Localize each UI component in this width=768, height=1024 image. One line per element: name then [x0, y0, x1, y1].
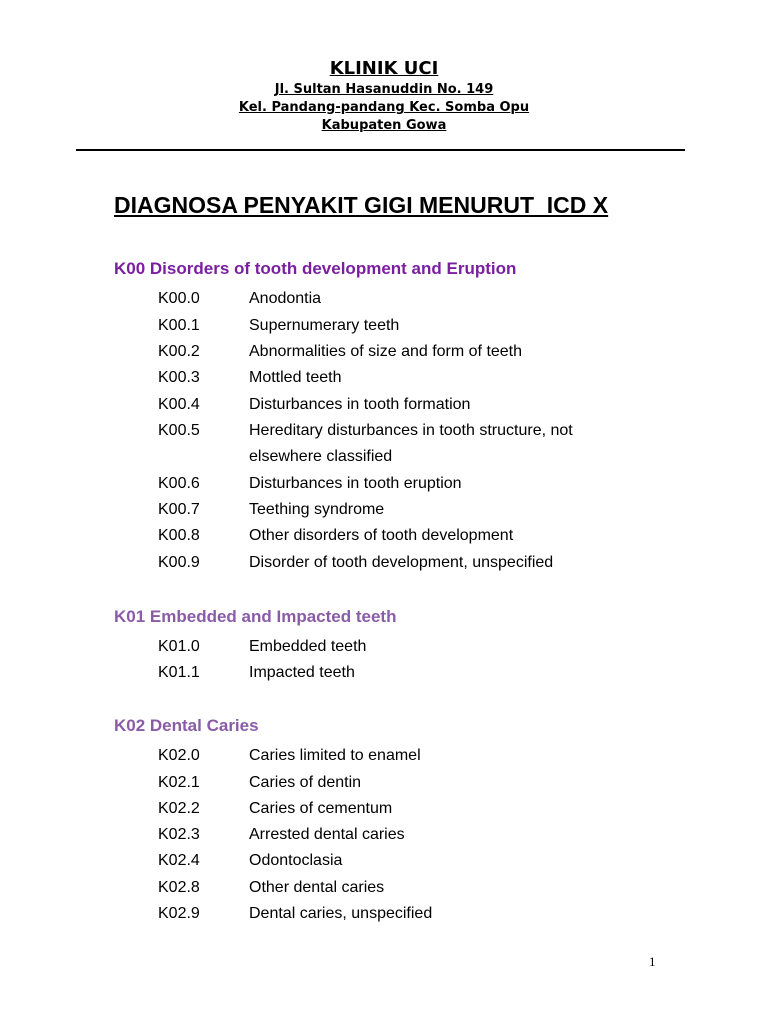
icd-code: K00.9 — [158, 554, 200, 571]
icd-code: K02.3 — [158, 826, 200, 843]
section-heading: K02 Dental Caries — [114, 716, 259, 735]
icd-description: Disorder of tooth development, unspecified — [249, 554, 554, 571]
icd-description: Teething syndrome — [249, 501, 385, 518]
address-line-1: Jl. Sultan Hasanuddin No. 149 — [274, 82, 494, 97]
icd-description: Hereditary disturbances in tooth structure, not elsewhere classified — [249, 422, 573, 465]
icd-code: K02.0 — [158, 747, 200, 764]
icd-description: Arrested dental caries — [249, 826, 405, 843]
clinic-name: KLINIK UCI — [329, 58, 439, 79]
crescent-moon-shape — [136, 82, 202, 142]
address-line-2: Kel. Pandang-pandang Kec. Somba Opu — [238, 100, 530, 115]
icd-description: Caries limited to enamel — [249, 747, 421, 764]
icd-description: Supernumerary teeth — [249, 317, 400, 334]
icd-description: Caries of cementum — [249, 800, 393, 817]
icd-code: K00.3 — [158, 369, 200, 386]
icd-code: K01.1 — [158, 664, 200, 681]
icd-description: Disturbances in tooth formation — [249, 396, 471, 413]
icd-description: Abnormalities of size and form of teeth — [249, 343, 523, 360]
icd-code: K02.4 — [158, 852, 200, 869]
icd-description: Mottled teeth — [249, 369, 342, 386]
page-number: 1 — [649, 954, 656, 969]
letterhead — [200, 57, 568, 135]
icd-code: K00.1 — [158, 317, 200, 334]
icd-code: K00.4 — [158, 396, 200, 413]
icd-code: K02.8 — [158, 879, 200, 896]
icd-code: K00.7 — [158, 501, 200, 518]
section-heading: K01 Embedded and Impacted teeth — [114, 607, 397, 626]
icd-description: Anodontia — [249, 290, 322, 307]
icd-code: K00.2 — [158, 343, 200, 360]
icd-description: Embedded teeth — [249, 638, 367, 655]
address-line-3: Kabupaten Gowa — [321, 118, 447, 133]
icd-code: K02.2 — [158, 800, 200, 817]
section-heading: K00 Disorders of tooth development and Eruption — [114, 259, 517, 278]
document-title: DIAGNOSA PENYAKIT GIGI MENURUT ICD X — [114, 192, 609, 218]
icd-description: Dental caries, unspecified — [249, 905, 433, 922]
icd-code: K02.9 — [158, 905, 200, 922]
icd-description: Odontoclasia — [249, 852, 343, 869]
icd-code: K00.0 — [158, 290, 200, 307]
icd-description: Other disorders of tooth development — [249, 527, 514, 544]
icd-code: K00.5 — [158, 422, 200, 439]
icd-description: Impacted teeth — [249, 664, 355, 681]
icd-code: K00.8 — [158, 527, 200, 544]
clinic-logo-moon-icon — [127, 76, 207, 142]
icd-description: Caries of dentin — [249, 774, 362, 791]
icd-code: K00.6 — [158, 475, 200, 492]
moon-star-dot — [142, 92, 152, 102]
header-divider — [76, 149, 685, 151]
icd-description: Disturbances in tooth eruption — [249, 475, 462, 492]
icd-code: K02.1 — [158, 774, 200, 791]
icd-description: Other dental caries — [249, 879, 385, 896]
icd-code: K01.0 — [158, 638, 200, 655]
